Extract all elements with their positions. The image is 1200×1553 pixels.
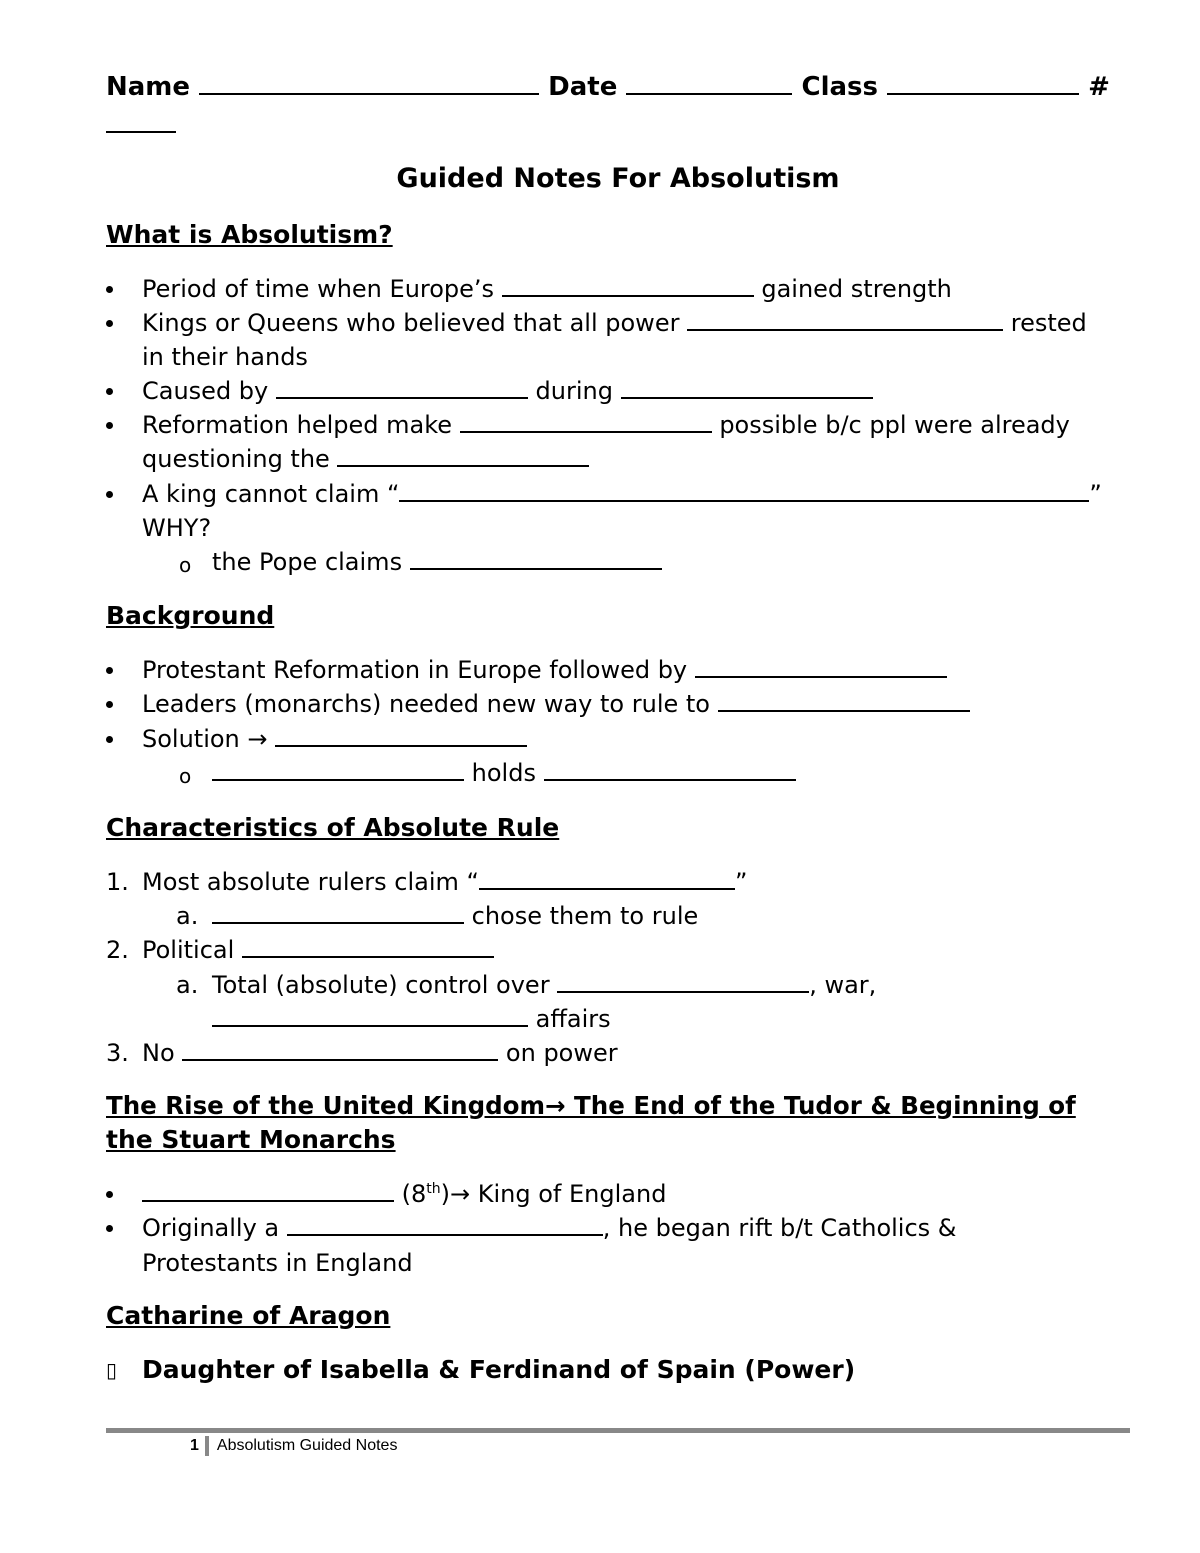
page-footer bbox=[190, 1436, 397, 1456]
name-blank bbox=[199, 71, 539, 95]
hollow-bullet-icon: o bbox=[179, 553, 192, 577]
section-heading-characteristics: Characteristics of Absolute Rule bbox=[106, 813, 560, 842]
page-title: Guided Notes For Absolutism bbox=[396, 163, 840, 194]
bullet-icon bbox=[106, 1191, 113, 1198]
bullet-icon bbox=[106, 667, 113, 674]
hollow-bullet-icon: o bbox=[179, 764, 192, 788]
number-blank bbox=[106, 109, 176, 133]
footer-rule bbox=[106, 1428, 1130, 1433]
class-label: Class bbox=[801, 72, 878, 102]
bullet-icon bbox=[106, 701, 113, 708]
name-label: Name bbox=[106, 72, 191, 102]
header-fields bbox=[106, 70, 1110, 104]
bullet-icon bbox=[106, 1225, 113, 1232]
section-heading-background: Background bbox=[106, 601, 275, 630]
missing-glyph-icon: ▯ bbox=[106, 1358, 118, 1382]
bullet-icon bbox=[106, 320, 113, 327]
number-blank-line bbox=[106, 108, 176, 142]
footer-text: Absolutism Guided Notes bbox=[216, 1437, 398, 1455]
bullet-icon bbox=[106, 422, 113, 429]
section-heading-catharine: Catharine of Aragon bbox=[106, 1301, 391, 1330]
bullet-icon bbox=[106, 491, 113, 498]
number-label: # bbox=[1088, 72, 1110, 102]
bullet-icon bbox=[106, 388, 113, 395]
class-blank bbox=[887, 71, 1079, 95]
bullet-icon bbox=[106, 286, 113, 293]
footer-divider bbox=[205, 1436, 209, 1456]
section-heading-rise-of-uk: The Rise of the United Kingdom→ The End of the Tudor & Beginning of bbox=[106, 1091, 1076, 1120]
date-blank bbox=[626, 71, 792, 95]
section-heading-what-is-absolutism: What is Absolutism? bbox=[106, 220, 393, 249]
section-heading-rise-of-uk-line2: the Stuart Monarchs bbox=[106, 1125, 396, 1154]
bullet-icon bbox=[106, 736, 113, 743]
page-number: 1 bbox=[190, 1437, 199, 1455]
date-label: Date bbox=[548, 72, 618, 102]
